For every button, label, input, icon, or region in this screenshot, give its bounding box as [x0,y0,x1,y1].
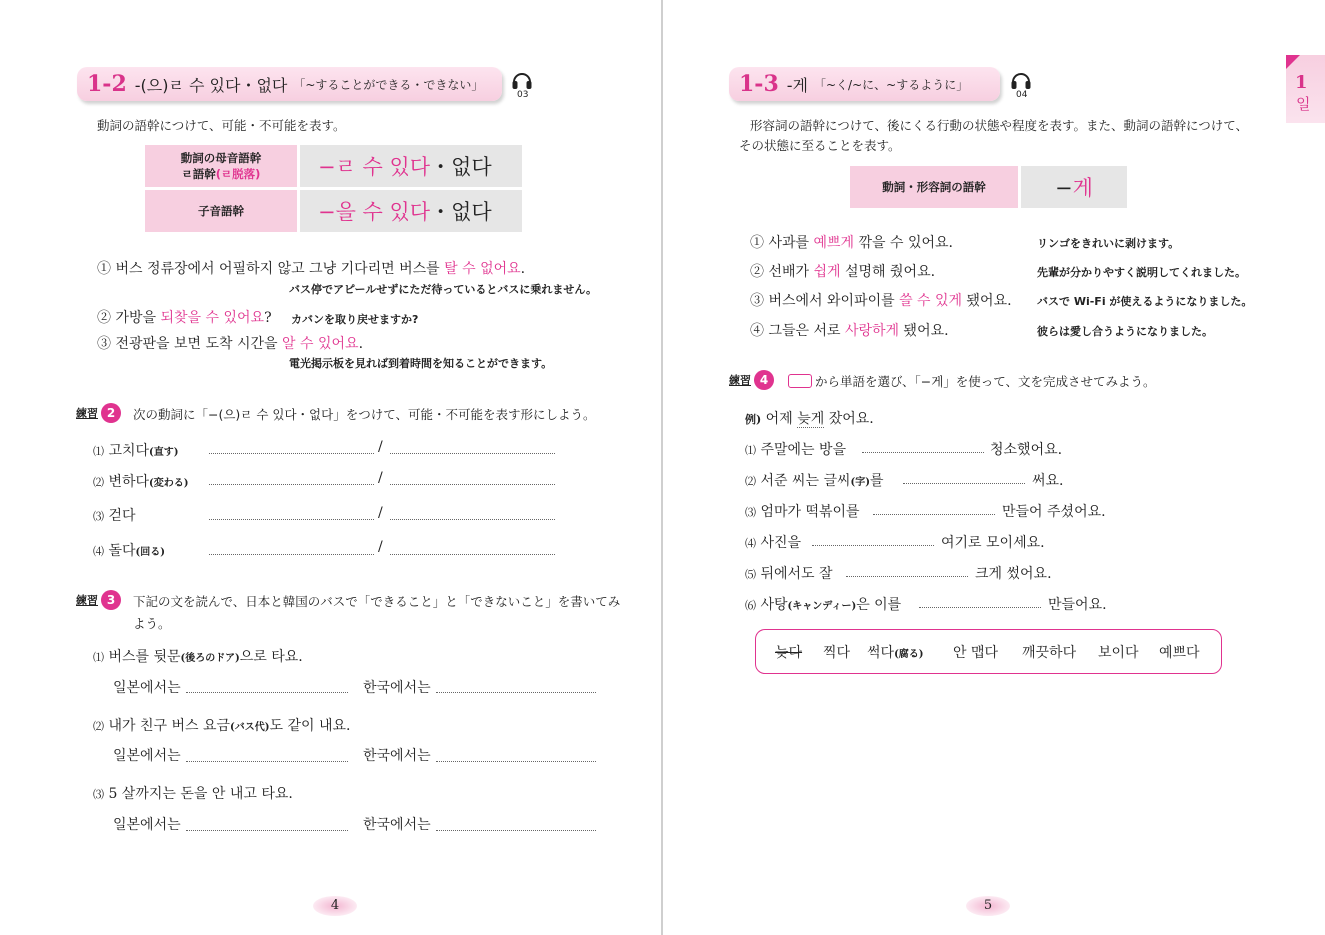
audio-track-number: 04 [1016,90,1028,100]
exercise-item-end: 써요. [1032,473,1064,489]
page-divider [661,0,663,935]
answer-line[interactable] [390,554,555,555]
exercise-item: ⑵ 서준 씨는 글씨(字)를 [745,473,884,489]
example-sentence: ② 선배가 쉽게 설명해 줬어요. [750,264,936,280]
japan-label: 일본에서는 [113,817,181,833]
answer-line[interactable] [186,830,348,831]
japan-label: 일본에서는 [113,680,181,696]
exercise-instruction: から単語を選び、「−게」を使って、文を完成させてみよう。 [815,374,1156,389]
exercise-instruction: 次の動詞に「−(으)ㄹ 수 있다・없다」をつけて、可能・不可能を表す形にしよう。 [133,407,596,422]
exercise-item: ⑶ 걷다 [93,508,136,524]
chapter-tab-corner [1286,55,1300,69]
exercise-item-end: 만들어요. [1048,597,1107,613]
section-subtitle: 「~く/~に、~するように」 [813,77,969,92]
page-number: 4 [313,896,357,916]
section-subtitle: 「~することができる・できない」 [293,77,484,92]
example-translation: 彼らは愛し合うようになりました。 [1037,325,1213,338]
exercise-item: ⑴ 버스를 뒷문(後ろのドア)으로 타요. [93,649,303,665]
grammar-form-cell [300,190,522,232]
answer-line[interactable] [873,514,995,515]
answer-line[interactable] [903,483,1025,484]
grammar-form-dash: − [1055,176,1073,200]
answer-line[interactable] [390,453,555,454]
exercise-number: 3 [101,590,121,610]
word-option: 보이다 [1098,645,1139,661]
audio-track-number: 03 [517,90,529,100]
exercise-label: 練習 [76,594,98,607]
word-option: 깨끗하다 [1022,645,1077,661]
example-sentence: ② 가방을 되찾을 수 있어요? [97,310,272,326]
example-sentence: ④ 그들은 서로 사랑하게 됐어요. [750,323,949,339]
word-option: 썩다(腐る) [867,645,924,661]
answer-line[interactable] [209,519,374,520]
label-line: ㄹ語幹 [181,167,216,181]
label-line: 動詞の母音語幹 [180,151,262,165]
grammar-row-label [145,145,297,187]
example-sentence: ③ 버스에서 와이파이를 쓸 수 있게 됐어요. [750,293,1012,309]
exercise-label: 練習 [729,374,751,387]
word-option: 안 맵다 [953,645,999,661]
exercise-item: ⑸ 뒤에서도 잘 [745,566,833,582]
grammar-row-label: 子音語幹 [145,190,297,232]
exercise-example: 例) 어제 늦게 잤어요. [745,411,874,427]
grammar-form-alt: ・없다 [430,200,492,224]
answer-line[interactable] [919,607,1041,608]
example-translation: 先輩が分かりやすく説明してくれました。 [1037,266,1246,279]
word-box-marker [788,374,812,388]
slash: / [378,439,383,455]
answer-line[interactable] [186,761,348,762]
exercise-item: ⑴ 주말에는 방을 [745,442,847,458]
example-translation: 電光掲示板を見れば到着時間を知ることができます。 [289,357,553,370]
chapter-tab-day: 일 [1296,95,1311,113]
example-sentence: ① 버스 정류장에서 어필하지 않고 그냥 기다리면 버스를 탈 수 없어요. [97,261,526,277]
exercise-number: 2 [101,403,121,423]
grammar-form: −을 수 있다 [318,200,431,224]
answer-line[interactable] [846,576,968,577]
answer-line[interactable] [436,761,596,762]
section-number: 1-2 [87,71,127,97]
grammar-form-alt: ・없다 [430,155,492,179]
intro-text-cont: その状態に至ることを表す。 [739,138,901,153]
exercise-item-end: 여기로 모이세요. [941,535,1045,551]
intro-text: 動詞の語幹につけて、可能・不可能を表す。 [97,118,346,133]
grammar-row-label: 動詞・形容詞の語幹 [850,166,1018,208]
word-option: 예쁘다 [1159,645,1200,661]
section-header-1-3 [729,67,1000,101]
japan-label: 일본에서는 [113,748,181,764]
answer-line[interactable] [186,692,348,693]
slash: / [378,470,383,486]
example-translation: バス停でアピールせずにただ待っているとバスに乗れません。 [289,283,597,296]
label-line-highlight: (ㄹ脱落) [215,167,261,181]
example-sentence: ③ 전광판을 보면 도착 시간을 알 수 있어요. [97,336,364,352]
grammar-table [847,163,1130,211]
example-translation: バスで Wi-Fi が使えるようになりました。 [1037,295,1253,308]
exercise-item-end: 청소했어요. [990,442,1063,458]
korea-label: 한국에서는 [363,748,431,764]
answer-line[interactable] [812,545,934,546]
answer-line[interactable] [436,692,596,693]
exercise-instruction: 下記の文を読んで、日本と韓国のバスで「できること」と「できないこと」を書いてみ [133,594,621,609]
section-title: -게 [786,75,808,95]
exercise-badge [76,403,121,423]
grammar-form-cell [1021,166,1127,208]
answer-line[interactable] [390,519,555,520]
chapter-tab-number: 1 [1295,72,1308,93]
exercise-item-end: 만들어 주셨어요. [1002,504,1106,520]
grammar-form: −ㄹ 수 있다 [318,155,431,179]
exercise-item: ⑵ 변하다(変わる) [93,474,189,490]
exercise-item: ⑶ 5 살까지는 돈을 안 내고 타요. [93,786,293,802]
answer-line[interactable] [209,554,374,555]
section-header-1-2 [77,67,502,101]
exercise-badge [76,590,121,610]
section-title: -(으)ㄹ 수 있다・없다 [134,75,288,95]
page-number: 5 [966,896,1010,916]
example-translation: リンゴをきれいに剥けます。 [1037,237,1180,250]
exercise-badge [729,370,774,390]
grammar-form: 게 [1072,176,1093,200]
exercise-number: 4 [754,370,774,390]
word-option-used: 늦다 [775,645,803,661]
grammar-form-cell [300,145,522,187]
exercise-item: ⑷ 돌다(回る) [93,543,165,559]
exercise-item: ⑴ 고치다(直す) [93,443,179,459]
example-translation: カバンを取り戻せますか? [291,313,419,326]
answer-line[interactable] [862,452,984,453]
answer-line[interactable] [436,830,596,831]
exercise-item: ⑹ 사탕(キャンディー)은 이를 [745,597,902,613]
exercise-item: ⑷ 사진을 [745,535,802,551]
answer-line[interactable] [390,484,555,485]
korea-label: 한국에서는 [363,680,431,696]
exercise-label: 練習 [76,407,98,420]
grammar-table [142,142,525,235]
answer-line[interactable] [209,453,374,454]
exercise-item: ⑶ 엄마가 떡볶이를 [745,504,860,520]
example-sentence: ① 사과를 예쁘게 깎을 수 있어요. [750,235,954,251]
intro-text: 形容詞の語幹につけて、後にくる行動の状態や程度を表す。また、動詞の語幹につけて、 [750,118,1249,133]
section-number: 1-3 [739,71,779,97]
slash: / [378,505,383,521]
exercise-instruction-cont: よう。 [133,616,171,631]
answer-line[interactable] [209,484,374,485]
word-option: 찍다 [823,645,851,661]
korea-label: 한국에서는 [363,817,431,833]
exercise-item-end: 크게 썼어요. [975,566,1052,582]
slash: / [378,539,383,555]
exercise-item: ⑵ 내가 친구 버스 요금(バス代)도 같이 내요. [93,718,351,734]
